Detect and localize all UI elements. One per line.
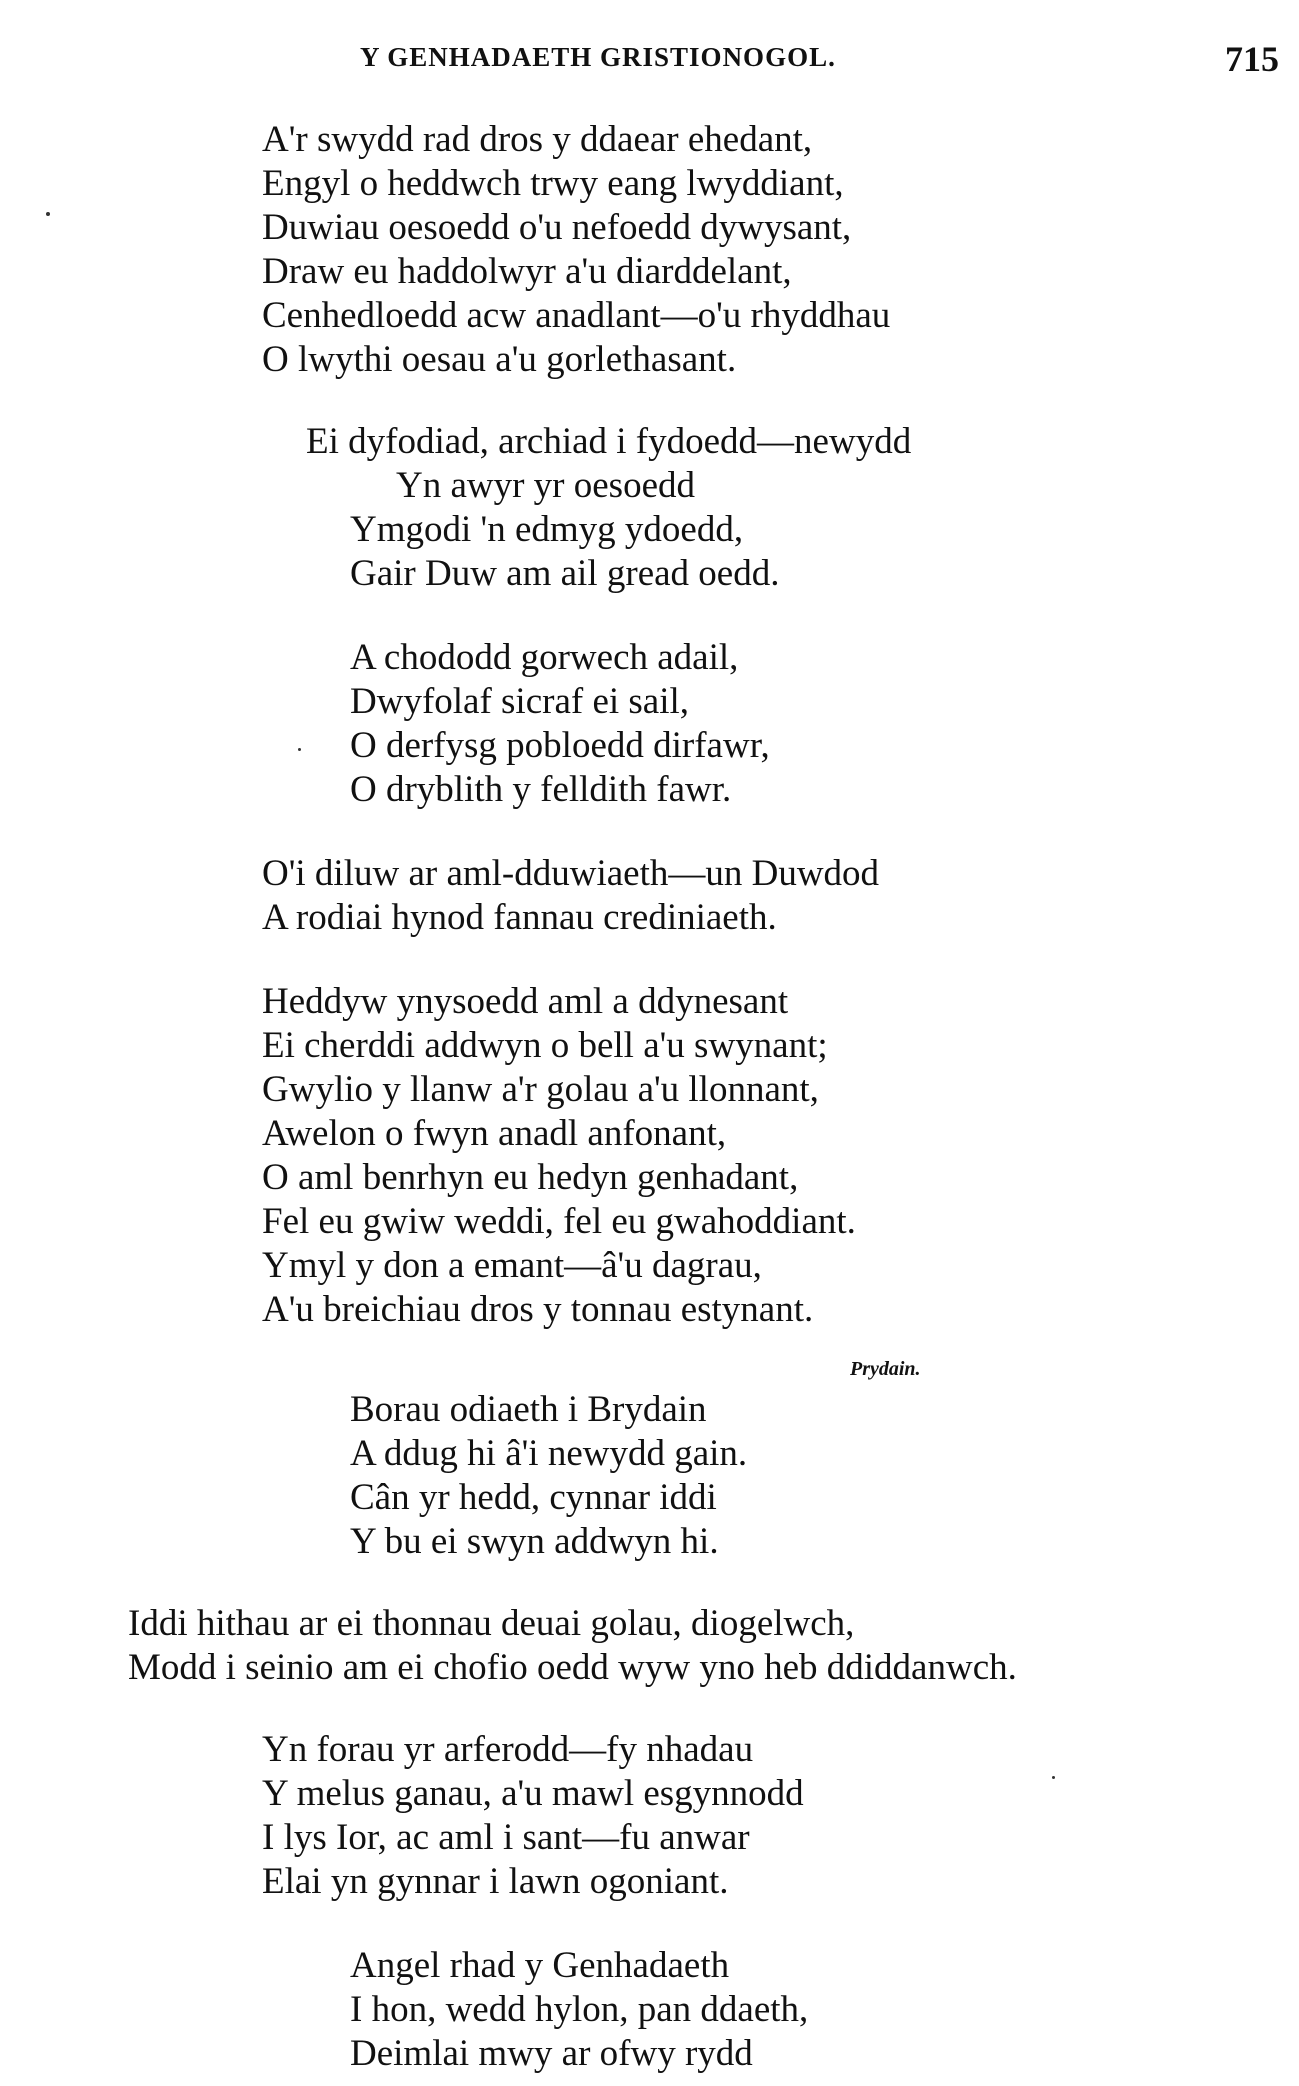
stanza-3: [350, 636, 770, 812]
verse-line: Deimlai mwy ar ofwy rydd: [350, 2033, 753, 2074]
verse-line: A rodiai hynod fannau crediniaeth.: [262, 897, 777, 938]
verse-line: Ymyl y don a emant—â'u dagrau,: [262, 1245, 762, 1286]
stanza-2-tail: [350, 508, 779, 596]
verse-line: Ymgodi 'n edmyg ydoedd,: [350, 509, 744, 550]
verse-line: Modd i seinio am ei chofio oedd wyw yno heb ddiddanwch.: [128, 1647, 1017, 1688]
running-title: Y GENHADAETH GRISTIONOGOL.: [360, 42, 836, 72]
verse-line: O dryblith y felldith fawr.: [350, 769, 732, 810]
verse-line: Engyl o heddwch trwy eang lwyddiant,: [262, 163, 844, 204]
verse-line: Awelon o fwyn anadl anfonant,: [262, 1113, 727, 1154]
verse-line: Dwyfolaf sicraf ei sail,: [350, 681, 690, 722]
verse-line: Yn forau yr arferodd—fy nhadau: [262, 1729, 754, 1770]
stanza-7: [128, 1602, 1017, 1690]
verse-line: A ddug hi â'i newydd gain.: [350, 1433, 748, 1474]
verse-line: Draw eu haddolwyr a'u diarddelant,: [262, 251, 792, 292]
marginal-note: Prydain.: [850, 1358, 921, 1380]
verse-line: Duwiau oesoedd o'u nefoedd dywysant,: [262, 207, 852, 248]
verse-line: Gwylio y llanw a'r golau a'u llonnant,: [262, 1069, 819, 1110]
verse-line: Heddyw ynysoedd aml a ddynesant: [262, 981, 789, 1022]
verse-line: A'u breichiau dros y tonnau estynant.: [262, 1289, 814, 1330]
stanza-1: [262, 118, 890, 382]
stanza-2: [306, 420, 911, 464]
verse-line: A'r swydd rad dros y ddaear ehedant,: [262, 119, 813, 160]
scan-speck: [1052, 1776, 1055, 1779]
stanza-5: [262, 980, 856, 1332]
verse-line: Y melus ganau, a'u mawl esgynnodd: [262, 1773, 804, 1814]
verse-line: O derfysg pobloedd dirfawr,: [350, 725, 770, 766]
scan-speck: [298, 748, 301, 751]
stanza-4: [262, 852, 879, 940]
scan-speck: [46, 212, 50, 216]
verse-line: Y bu ei swyn addwyn hi.: [350, 1521, 719, 1562]
verse-line: Cân yr hedd, cynnar iddi: [350, 1477, 717, 1518]
verse-line: Fel eu gwiw weddi, fel eu gwahoddiant.: [262, 1201, 856, 1242]
verse-line: Yn awyr yr oesoedd: [396, 465, 695, 506]
verse-line: Cenhedloedd acw anadlant—o'u rhyddhau: [262, 295, 891, 336]
verse-line: O lwythi oesau a'u gorlethasant.: [262, 339, 737, 380]
stanza-8: [262, 1728, 804, 1904]
verse-line: O'i diluw ar aml-dduwiaeth—un Duwdod: [262, 853, 880, 894]
verse-line: Elai yn gynnar i lawn ogoniant.: [262, 1861, 729, 1902]
verse-line: Borau odiaeth i Brydain: [350, 1389, 707, 1430]
verse-line: Iddi hithau ar ei thonnau deuai golau, diogelwch,: [128, 1603, 855, 1644]
verse-line: A chododd gorwech adail,: [350, 637, 739, 678]
verse-line: O aml benrhyn eu hedyn genhadant,: [262, 1157, 799, 1198]
verse-line: Angel rhad y Genhadaeth: [350, 1945, 730, 1986]
stanza-2-cont: [396, 464, 695, 508]
stanza-9: [350, 1944, 808, 2076]
page-number: 715: [1225, 39, 1279, 79]
verse-line: Gair Duw am ail gread oedd.: [350, 553, 780, 594]
verse-line: I lys Ior, ac aml i sant—fu anwar: [262, 1817, 750, 1858]
verse-line: Ei cherddi addwyn o bell a'u swynant;: [262, 1025, 828, 1066]
verse-line: Ei dyfodiad, archiad i fydoedd—newydd: [306, 421, 912, 462]
verse-line: I hon, wedd hylon, pan ddaeth,: [350, 1989, 809, 2030]
stanza-6: [350, 1388, 747, 1564]
